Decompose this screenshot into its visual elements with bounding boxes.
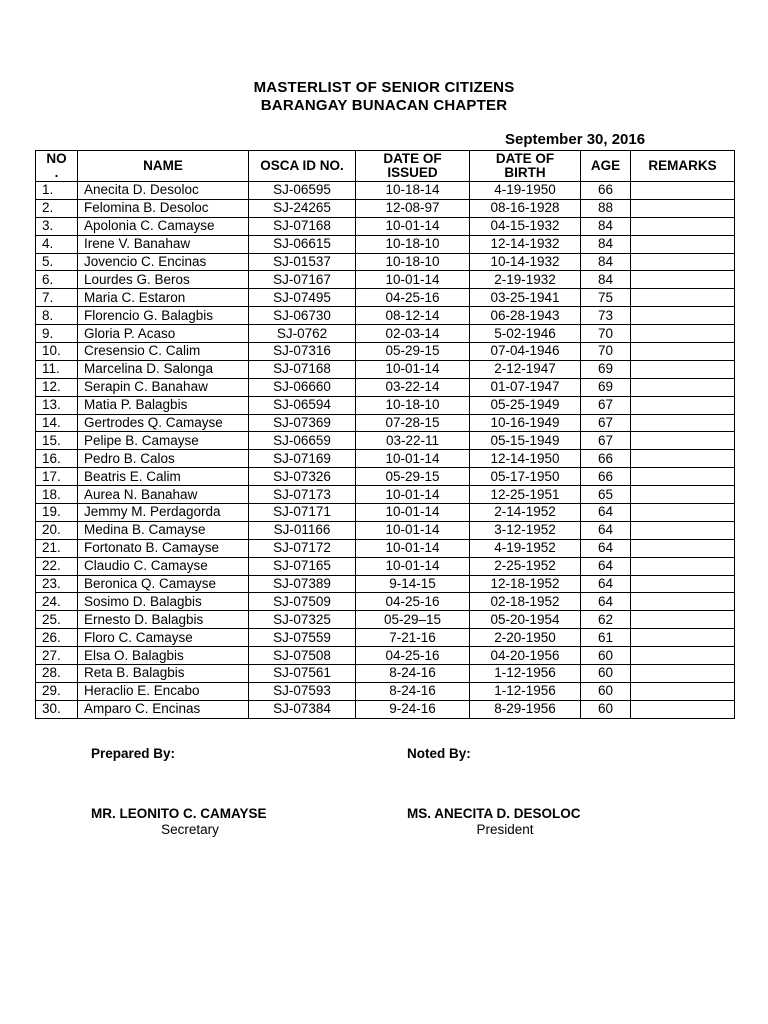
table-row	[36, 450, 735, 468]
cell-osca-id: SJ-07325	[249, 611, 356, 629]
cell-osca-id: SJ-06595	[249, 182, 356, 200]
cell-name: Jovencio C. Encinas	[78, 253, 249, 271]
cell-osca-id: SJ-07508	[249, 647, 356, 665]
cell-date-birth: 12-18-1952	[470, 575, 581, 593]
cell-remarks	[631, 611, 735, 629]
cell-name: Amparo C. Encinas	[78, 700, 249, 718]
cell-no: 29.	[36, 682, 78, 700]
table-row	[36, 611, 735, 629]
cell-age: 84	[581, 271, 631, 289]
cell-date-issued: 10-01-14	[356, 450, 470, 468]
cell-no: 18.	[36, 486, 78, 504]
cell-no: 6.	[36, 271, 78, 289]
cell-no: 3.	[36, 217, 78, 235]
cell-remarks	[631, 432, 735, 450]
cell-name: Beronica Q. Camayse	[78, 575, 249, 593]
cell-age: 64	[581, 593, 631, 611]
cell-osca-id: SJ-06660	[249, 378, 356, 396]
cell-age: 73	[581, 307, 631, 325]
table-row	[36, 539, 735, 557]
table-row	[36, 396, 735, 414]
cell-osca-id: SJ-06594	[249, 396, 356, 414]
cell-osca-id: SJ-07173	[249, 486, 356, 504]
cell-age: 64	[581, 557, 631, 575]
cell-remarks	[631, 343, 735, 361]
document-title: MASTERLIST OF SENIOR CITIZENS	[253, 79, 515, 96]
cell-remarks	[631, 521, 735, 539]
senior-citizens-table	[35, 150, 735, 719]
col-header-date-issued: DATE OF ISSUED	[356, 151, 470, 182]
cell-name: Irene V. Banahaw	[78, 235, 249, 253]
cell-age: 61	[581, 629, 631, 647]
table-row	[36, 665, 735, 683]
cell-date-issued: 05-29-15	[356, 468, 470, 486]
cell-date-birth: 12-14-1932	[470, 235, 581, 253]
cell-date-issued: 10-01-14	[356, 539, 470, 557]
cell-date-birth: 2-19-1932	[470, 271, 581, 289]
cell-remarks	[631, 468, 735, 486]
table-row	[36, 289, 735, 307]
table-row	[36, 700, 735, 718]
cell-remarks	[631, 593, 735, 611]
cell-osca-id: SJ-01537	[249, 253, 356, 271]
cell-date-birth: 3-12-1952	[470, 521, 581, 539]
cell-date-issued: 10-18-10	[356, 253, 470, 271]
cell-date-birth: 2-12-1947	[470, 360, 581, 378]
cell-date-birth: 1-12-1956	[470, 665, 581, 683]
cell-date-issued: 8-24-16	[356, 682, 470, 700]
cell-osca-id: SJ-07168	[249, 217, 356, 235]
cell-osca-id: SJ-07495	[249, 289, 356, 307]
cell-date-birth: 05-20-1954	[470, 611, 581, 629]
col-header-age: AGE	[581, 151, 631, 182]
cell-date-issued: 04-25-16	[356, 289, 470, 307]
cell-osca-id: SJ-07369	[249, 414, 356, 432]
cell-age: 64	[581, 539, 631, 557]
cell-date-issued: 08-12-14	[356, 307, 470, 325]
cell-date-birth: 4-19-1952	[470, 539, 581, 557]
cell-age: 66	[581, 468, 631, 486]
cell-date-birth: 02-18-1952	[470, 593, 581, 611]
cell-date-birth: 03-25-1941	[470, 289, 581, 307]
cell-remarks	[631, 557, 735, 575]
cell-no: 16.	[36, 450, 78, 468]
table-row	[36, 682, 735, 700]
table-row	[36, 271, 735, 289]
cell-age: 84	[581, 235, 631, 253]
cell-date-birth: 01-07-1947	[470, 378, 581, 396]
cell-date-birth: 07-04-1946	[470, 343, 581, 361]
cell-age: 67	[581, 396, 631, 414]
cell-date-issued: 10-18-10	[356, 235, 470, 253]
cell-name: Maria C. Estaron	[78, 289, 249, 307]
cell-age: 60	[581, 682, 631, 700]
table-row	[36, 217, 735, 235]
secretary-title: Secretary	[161, 822, 219, 837]
table-row	[36, 235, 735, 253]
cell-osca-id: SJ-07165	[249, 557, 356, 575]
cell-date-issued: 9-24-16	[356, 700, 470, 718]
table-row	[36, 414, 735, 432]
cell-osca-id: SJ-07316	[249, 343, 356, 361]
cell-date-issued: 02-03-14	[356, 325, 470, 343]
cell-age: 60	[581, 647, 631, 665]
cell-name: Ernesto D. Balagbis	[78, 611, 249, 629]
cell-osca-id: SJ-07326	[249, 468, 356, 486]
cell-name: Pedro B. Calos	[78, 450, 249, 468]
cell-date-birth: 05-25-1949	[470, 396, 581, 414]
cell-osca-id: SJ-06615	[249, 235, 356, 253]
cell-name: Claudio C. Camayse	[78, 557, 249, 575]
cell-date-issued: 04-25-16	[356, 593, 470, 611]
cell-age: 67	[581, 414, 631, 432]
cell-remarks	[631, 235, 735, 253]
cell-osca-id: SJ-06659	[249, 432, 356, 450]
cell-osca-id: SJ-07169	[249, 450, 356, 468]
cell-name: Matia P. Balagbis	[78, 396, 249, 414]
cell-no: 17.	[36, 468, 78, 486]
cell-date-birth: 10-16-1949	[470, 414, 581, 432]
col-header-remarks: REMARKS	[631, 151, 735, 182]
cell-no: 15.	[36, 432, 78, 450]
cell-name: Sosimo D. Balagbis	[78, 593, 249, 611]
table-row	[36, 486, 735, 504]
cell-osca-id: SJ-07384	[249, 700, 356, 718]
cell-remarks	[631, 665, 735, 683]
cell-remarks	[631, 396, 735, 414]
cell-age: 88	[581, 199, 631, 217]
cell-no: 11.	[36, 360, 78, 378]
cell-name: Floro C. Camayse	[78, 629, 249, 647]
cell-remarks	[631, 647, 735, 665]
table-row	[36, 343, 735, 361]
cell-date-birth: 8-29-1956	[470, 700, 581, 718]
cell-remarks	[631, 700, 735, 718]
cell-date-issued: 04-25-16	[356, 647, 470, 665]
cell-date-birth: 1-12-1956	[470, 682, 581, 700]
cell-age: 64	[581, 521, 631, 539]
cell-no: 20.	[36, 521, 78, 539]
cell-no: 14.	[36, 414, 78, 432]
cell-age: 75	[581, 289, 631, 307]
cell-remarks	[631, 378, 735, 396]
cell-date-birth: 05-17-1950	[470, 468, 581, 486]
cell-remarks	[631, 199, 735, 217]
cell-name: Beatris E. Calim	[78, 468, 249, 486]
table-row	[36, 468, 735, 486]
cell-date-birth: 5-02-1946	[470, 325, 581, 343]
cell-name: Gertrodes Q. Camayse	[78, 414, 249, 432]
cell-age: 62	[581, 611, 631, 629]
cell-age: 69	[581, 378, 631, 396]
document-subtitle: BARANGAY BUNACAN CHAPTER	[260, 97, 508, 114]
table-row	[36, 253, 735, 271]
cell-name: Pelipe B. Camayse	[78, 432, 249, 450]
cell-no: 8.	[36, 307, 78, 325]
cell-no: 13.	[36, 396, 78, 414]
col-header-date-birth: DATE OF BIRTH	[470, 151, 581, 182]
cell-no: 27.	[36, 647, 78, 665]
table-row	[36, 647, 735, 665]
cell-no: 9.	[36, 325, 78, 343]
cell-date-issued: 10-01-14	[356, 271, 470, 289]
cell-age: 65	[581, 486, 631, 504]
president-name: MS. ANECITA D. DESOLOC	[407, 806, 581, 821]
cell-date-issued: 10-18-10	[356, 396, 470, 414]
cell-remarks	[631, 360, 735, 378]
cell-age: 64	[581, 504, 631, 522]
cell-date-birth: 10-14-1932	[470, 253, 581, 271]
cell-no: 24.	[36, 593, 78, 611]
cell-date-issued: 10-18-14	[356, 182, 470, 200]
cell-age: 60	[581, 700, 631, 718]
table-row	[36, 325, 735, 343]
cell-remarks	[631, 217, 735, 235]
cell-remarks	[631, 486, 735, 504]
cell-no: 1.	[36, 182, 78, 200]
cell-date-issued: 05-29-15	[356, 343, 470, 361]
cell-no: 4.	[36, 235, 78, 253]
cell-date-issued: 8-24-16	[356, 665, 470, 683]
cell-remarks	[631, 629, 735, 647]
cell-remarks	[631, 307, 735, 325]
cell-date-issued: 03-22-14	[356, 378, 470, 396]
table-row	[36, 432, 735, 450]
cell-remarks	[631, 182, 735, 200]
cell-no: 23.	[36, 575, 78, 593]
cell-name: Cresensio C. Calim	[78, 343, 249, 361]
cell-remarks	[631, 450, 735, 468]
cell-name: Aurea N. Banahaw	[78, 486, 249, 504]
cell-osca-id: SJ-07559	[249, 629, 356, 647]
cell-date-birth: 08-16-1928	[470, 199, 581, 217]
cell-date-birth: 4-19-1950	[470, 182, 581, 200]
cell-no: 26.	[36, 629, 78, 647]
cell-date-issued: 10-01-14	[356, 217, 470, 235]
cell-date-issued: 10-01-14	[356, 557, 470, 575]
cell-no: 7.	[36, 289, 78, 307]
cell-osca-id: SJ-07168	[249, 360, 356, 378]
cell-date-birth: 12-14-1950	[470, 450, 581, 468]
noted-by-label: Noted By:	[407, 746, 471, 761]
cell-no: 28.	[36, 665, 78, 683]
table-row	[36, 593, 735, 611]
cell-date-issued: 10-01-14	[356, 486, 470, 504]
cell-name: Medina B. Camayse	[78, 521, 249, 539]
table-row	[36, 307, 735, 325]
cell-date-issued: 10-01-14	[356, 521, 470, 539]
cell-date-birth: 05-15-1949	[470, 432, 581, 450]
cell-remarks	[631, 289, 735, 307]
cell-age: 66	[581, 450, 631, 468]
cell-age: 84	[581, 253, 631, 271]
cell-osca-id: SJ-07561	[249, 665, 356, 683]
cell-osca-id: SJ-07509	[249, 593, 356, 611]
cell-date-birth: 04-20-1956	[470, 647, 581, 665]
cell-no: 5.	[36, 253, 78, 271]
cell-remarks	[631, 414, 735, 432]
cell-name: Serapin C. Banahaw	[78, 378, 249, 396]
cell-date-birth: 06-28-1943	[470, 307, 581, 325]
cell-date-issued: 03-22-11	[356, 432, 470, 450]
cell-name: Anecita D. Desoloc	[78, 182, 249, 200]
cell-age: 84	[581, 217, 631, 235]
cell-osca-id: SJ-06730	[249, 307, 356, 325]
cell-remarks	[631, 325, 735, 343]
cell-date-issued: 10-01-14	[356, 360, 470, 378]
cell-age: 70	[581, 343, 631, 361]
cell-age: 67	[581, 432, 631, 450]
cell-date-issued: 07-28-15	[356, 414, 470, 432]
cell-remarks	[631, 682, 735, 700]
cell-date-birth: 2-25-1952	[470, 557, 581, 575]
cell-remarks	[631, 253, 735, 271]
col-header-no: NO .	[36, 151, 78, 182]
document-date: September 30, 2016	[505, 131, 646, 148]
table-row	[36, 521, 735, 539]
table-row	[36, 557, 735, 575]
president-title: President	[476, 822, 534, 837]
cell-no: 21.	[36, 539, 78, 557]
cell-date-birth: 12-25-1951	[470, 486, 581, 504]
cell-name: Florencio G. Balagbis	[78, 307, 249, 325]
secretary-name: MR. LEONITO C. CAMAYSE	[91, 806, 267, 821]
cell-name: Gloria P. Acaso	[78, 325, 249, 343]
cell-date-birth: 2-20-1950	[470, 629, 581, 647]
col-header-osca-id: OSCA ID NO.	[249, 151, 356, 182]
cell-age: 69	[581, 360, 631, 378]
cell-age: 64	[581, 575, 631, 593]
cell-age: 66	[581, 182, 631, 200]
table-row	[36, 199, 735, 217]
cell-date-birth: 2-14-1952	[470, 504, 581, 522]
cell-name: Reta B. Balagbis	[78, 665, 249, 683]
cell-name: Fortonato B. Camayse	[78, 539, 249, 557]
cell-osca-id: SJ-07171	[249, 504, 356, 522]
cell-name: Elsa O. Balagbis	[78, 647, 249, 665]
cell-name: Lourdes G. Beros	[78, 271, 249, 289]
cell-name: Apolonia C. Camayse	[78, 217, 249, 235]
cell-date-issued: 10-01-14	[356, 504, 470, 522]
cell-osca-id: SJ-07389	[249, 575, 356, 593]
col-header-name: NAME	[78, 151, 249, 182]
cell-no: 25.	[36, 611, 78, 629]
cell-no: 12.	[36, 378, 78, 396]
table-header-row	[36, 151, 735, 182]
cell-remarks	[631, 271, 735, 289]
cell-remarks	[631, 504, 735, 522]
cell-osca-id: SJ-07167	[249, 271, 356, 289]
cell-no: 30.	[36, 700, 78, 718]
prepared-by-label: Prepared By:	[91, 746, 176, 761]
table-row	[36, 182, 735, 200]
cell-osca-id: SJ-01166	[249, 521, 356, 539]
table-row	[36, 360, 735, 378]
cell-date-issued: 7-21-16	[356, 629, 470, 647]
cell-no: 19.	[36, 504, 78, 522]
cell-date-issued: 05-29–15	[356, 611, 470, 629]
cell-name: Jemmy M. Perdagorda	[78, 504, 249, 522]
cell-osca-id: SJ-24265	[249, 199, 356, 217]
cell-date-birth: 04-15-1932	[470, 217, 581, 235]
cell-name: Marcelina D. Salonga	[78, 360, 249, 378]
cell-no: 10.	[36, 343, 78, 361]
cell-remarks	[631, 575, 735, 593]
cell-osca-id: SJ-07172	[249, 539, 356, 557]
cell-date-issued: 9-14-15	[356, 575, 470, 593]
cell-name: Heraclio E. Encabo	[78, 682, 249, 700]
table-row	[36, 504, 735, 522]
cell-osca-id: SJ-07593	[249, 682, 356, 700]
cell-osca-id: SJ-0762	[249, 325, 356, 343]
cell-age: 70	[581, 325, 631, 343]
table-row	[36, 629, 735, 647]
table-row	[36, 575, 735, 593]
cell-name: Felomina B. Desoloc	[78, 199, 249, 217]
cell-age: 60	[581, 665, 631, 683]
cell-remarks	[631, 539, 735, 557]
table-row	[36, 378, 735, 396]
cell-date-issued: 12-08-97	[356, 199, 470, 217]
cell-no: 2.	[36, 199, 78, 217]
cell-no: 22.	[36, 557, 78, 575]
